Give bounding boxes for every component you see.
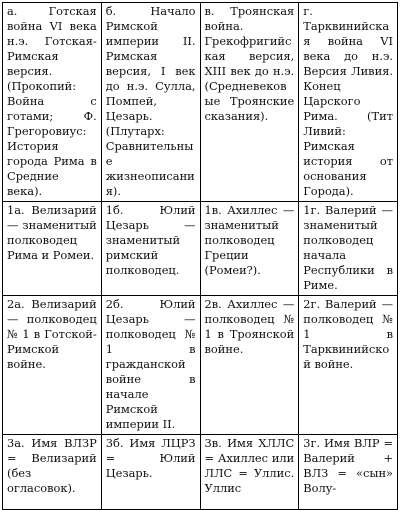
- cell-text: 3г. Имя ВЛР = Валерий + ВЛЗ = «сын» Волу-: [303, 436, 393, 495]
- table-cell: [299, 435, 398, 510]
- table-row-commander-number-one: [3, 296, 398, 435]
- table-cell: [101, 296, 200, 435]
- cell-text: а. Готская война VI века н.э. Готская-Римская версия. (Прокопий: Война с готами; Ф. Грегоровиус: История города Рима в Средние века).: [7, 4, 97, 198]
- table-row-names: [3, 435, 398, 510]
- table-row-header-periods: [3, 3, 398, 202]
- comparison-table: [2, 2, 398, 510]
- cell-text: 2б. Юлий Цезарь — полководец № 1 в гражданской войне в начале Римской империи II.: [105, 297, 196, 431]
- cell-text: 2а. Велизарий — полководец № 1 в Готской-Римской войне.: [7, 297, 97, 371]
- table-cell: [3, 202, 102, 296]
- table-cell: [200, 435, 299, 510]
- cell-text: г. Тарквинийская война VI века до н.э. Версия Ливия. Конец Царского Рима. (Тит Ливий: Римская история от основания Города).: [303, 4, 393, 198]
- table-cell: [101, 202, 200, 296]
- table-cell: [299, 3, 398, 202]
- cell-text: 2г. Валерий — полководец № 1 в Тарквинийской войне.: [303, 297, 393, 371]
- table-cell: [101, 435, 200, 510]
- cell-text: 3в. Имя ХЛЛС = Ахиллес или ЛЛС = Уллис. Уллис: [204, 436, 295, 495]
- cell-text: б. Начало Римской империи II. Римская версия, I век до н.э. Сулла, Помпей, Цезарь. (Плутарх: Сравнительные жизнеописания).: [105, 4, 196, 198]
- table-cell: [101, 3, 200, 202]
- table-cell: [3, 296, 102, 435]
- table-cell: [3, 3, 102, 202]
- cell-text: в. Троянская война. Грекофригийская версия, XIII век до н.э. (Средневековые Троянские сказания).: [204, 4, 295, 123]
- table-cell: [200, 202, 299, 296]
- table-cell: [200, 3, 299, 202]
- cell-text: 1а. Велизарий — знаменитый полководец Рима и Ромеи.: [7, 203, 97, 262]
- cell-text: 3б. Имя ЛЦРЗ = Юлий Цезарь.: [105, 436, 196, 480]
- cell-text: 1г. Валерий — знаменитый полководец начала Республики в Риме.: [303, 203, 393, 292]
- table-cell: [299, 202, 398, 296]
- table-cell: [299, 296, 398, 435]
- cell-text: 2в. Ахиллес — полководец № 1 в Троянской войне.: [204, 297, 295, 356]
- cell-text: 1б. Юлий Цезарь — знаменитый римский полководец.: [105, 203, 196, 277]
- table-cell: [3, 435, 102, 510]
- table-cell: [200, 296, 299, 435]
- table-row-famous-commander: [3, 202, 398, 296]
- cell-text: 1в. Ахиллес — знаменитый полководец Греции (Ромеи?).: [204, 203, 295, 277]
- cell-text: 3а. Имя ВЛЗР = Велизарий (без огласовок).: [7, 436, 97, 495]
